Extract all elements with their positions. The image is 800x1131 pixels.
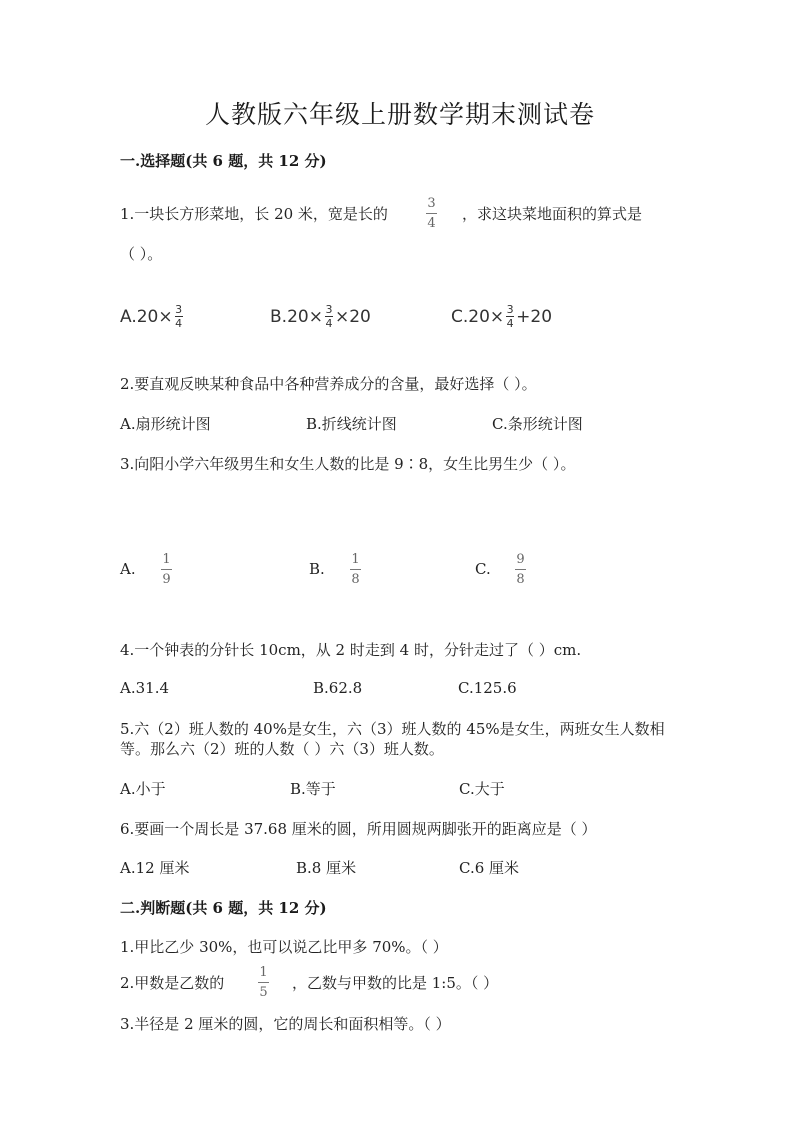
page-title: 人教版六年级上册数学期末测试卷: [204, 100, 595, 129]
q1-option-c: [451, 304, 552, 329]
option-fraction: [325, 304, 333, 329]
fraction-denominator: 4: [175, 317, 183, 330]
q5-text-line1: 5.六（2）班人数的 40%是女生，六（3）班人数的 45%是女生，两班女生人数相: [120, 720, 665, 738]
q5-option-b: B.等于: [290, 780, 336, 798]
fraction-bar: [515, 569, 526, 570]
q6-option-b: B.8 厘米: [296, 859, 357, 877]
fraction-numerator: 3: [175, 303, 183, 316]
option-label: B.: [270, 306, 288, 327]
option-expression-end: ×20: [334, 306, 371, 327]
fraction-bar: [350, 569, 361, 570]
q3-option-b-fraction: [350, 552, 361, 587]
fraction-bar: [161, 569, 172, 570]
q6-option-a: A.12 厘米: [120, 859, 190, 877]
fraction-denominator: 5: [259, 985, 268, 1000]
q4-option-b: B.62.8: [313, 679, 363, 697]
fraction-numerator: 1: [162, 552, 171, 567]
judge-q2-text-start: 2.甲数是乙数的: [120, 974, 225, 992]
section-heading-choice: 一.选择题(共 6 题，共 12 分): [120, 152, 327, 170]
fraction-denominator: 9: [162, 572, 171, 587]
option-label: C.: [451, 306, 469, 327]
fraction-numerator: 3: [506, 303, 514, 316]
q4-text: 4.一个钟表的分针长 10cm，从 2 时走到 4 时，分针走过了（ ）cm.: [120, 641, 582, 659]
q4-option-a: A.31.4: [120, 679, 169, 697]
fraction-bar: [258, 982, 269, 983]
fraction-numerator: 3: [325, 303, 333, 316]
fraction-numerator: 9: [516, 552, 525, 567]
option-label: A.: [120, 306, 137, 327]
judge-q2-text-end: ，乙数与甲数的比是 1:5。（ ）: [292, 974, 499, 992]
fraction-bar: [426, 213, 437, 214]
option-fraction: [506, 304, 514, 329]
q3-option-a-label: A.: [120, 560, 136, 578]
q5-option-c: C.大于: [459, 780, 505, 798]
q3-text: 3.向阳小学六年级男生和女生人数的比是 9∶8，女生比男生少（ ）。: [120, 455, 576, 473]
option-expression-start: 20×: [136, 306, 173, 327]
option-fraction: [175, 304, 183, 329]
q4-option-c: C.125.6: [458, 679, 517, 697]
fraction-denominator: 4: [325, 317, 333, 330]
q1-option-a: [120, 304, 185, 329]
q2-text: 2.要直观反映某种食品中各种营养成分的含量，最好选择（ ）。: [120, 375, 537, 393]
q1-text-end: ，求这块菜地面积的算式是: [462, 205, 643, 223]
fraction-numerator: 3: [427, 196, 436, 211]
judge-q1-text: 1.甲比乙少 30%，也可以说乙比甲多 70%。（ ）: [120, 938, 448, 956]
q5-text-line2: 等。那么六（2）班的人数（ ）六（3）班人数。: [120, 740, 444, 758]
q2-option-b: B.折线统计图: [306, 415, 397, 433]
q1-fraction: [426, 196, 437, 231]
fraction-denominator: 8: [351, 572, 360, 587]
q1-answer-blank: （ ）。: [120, 245, 163, 263]
judge-q3-text: 3.半径是 2 厘米的圆，它的周长和面积相等。（ ）: [120, 1015, 451, 1033]
fraction-denominator: 4: [427, 216, 436, 231]
option-expression-start: 20×: [468, 306, 505, 327]
judge-q2-fraction: [258, 965, 269, 1000]
q1-text-start: 1.一块长方形菜地，长 20 米，宽是长的: [120, 205, 388, 223]
option-expression-start: 20×: [287, 306, 323, 327]
q1-option-b: [270, 304, 371, 329]
q2-option-a: A.扇形统计图: [120, 415, 211, 433]
fraction-numerator: 1: [259, 965, 268, 980]
q3-option-a-fraction: [161, 552, 172, 587]
q2-option-c: C.条形统计图: [492, 415, 583, 433]
q6-text: 6.要画一个周长是 37.68 厘米的圆，所用圆规两脚张开的距离应是（ ）: [120, 820, 597, 838]
q3-option-c-fraction: [515, 552, 526, 587]
fraction-denominator: 8: [516, 572, 525, 587]
option-expression-end: +20: [516, 306, 553, 327]
fraction-numerator: 1: [351, 552, 360, 567]
q5-option-a: A.小于: [120, 780, 166, 798]
fraction-denominator: 4: [506, 317, 514, 330]
q6-option-c: C.6 厘米: [459, 859, 520, 877]
section-heading-judgment: 二.判断题(共 6 题，共 12 分): [120, 899, 327, 917]
q3-option-b-label: B.: [309, 560, 325, 578]
q3-option-c-label: C.: [475, 560, 491, 578]
